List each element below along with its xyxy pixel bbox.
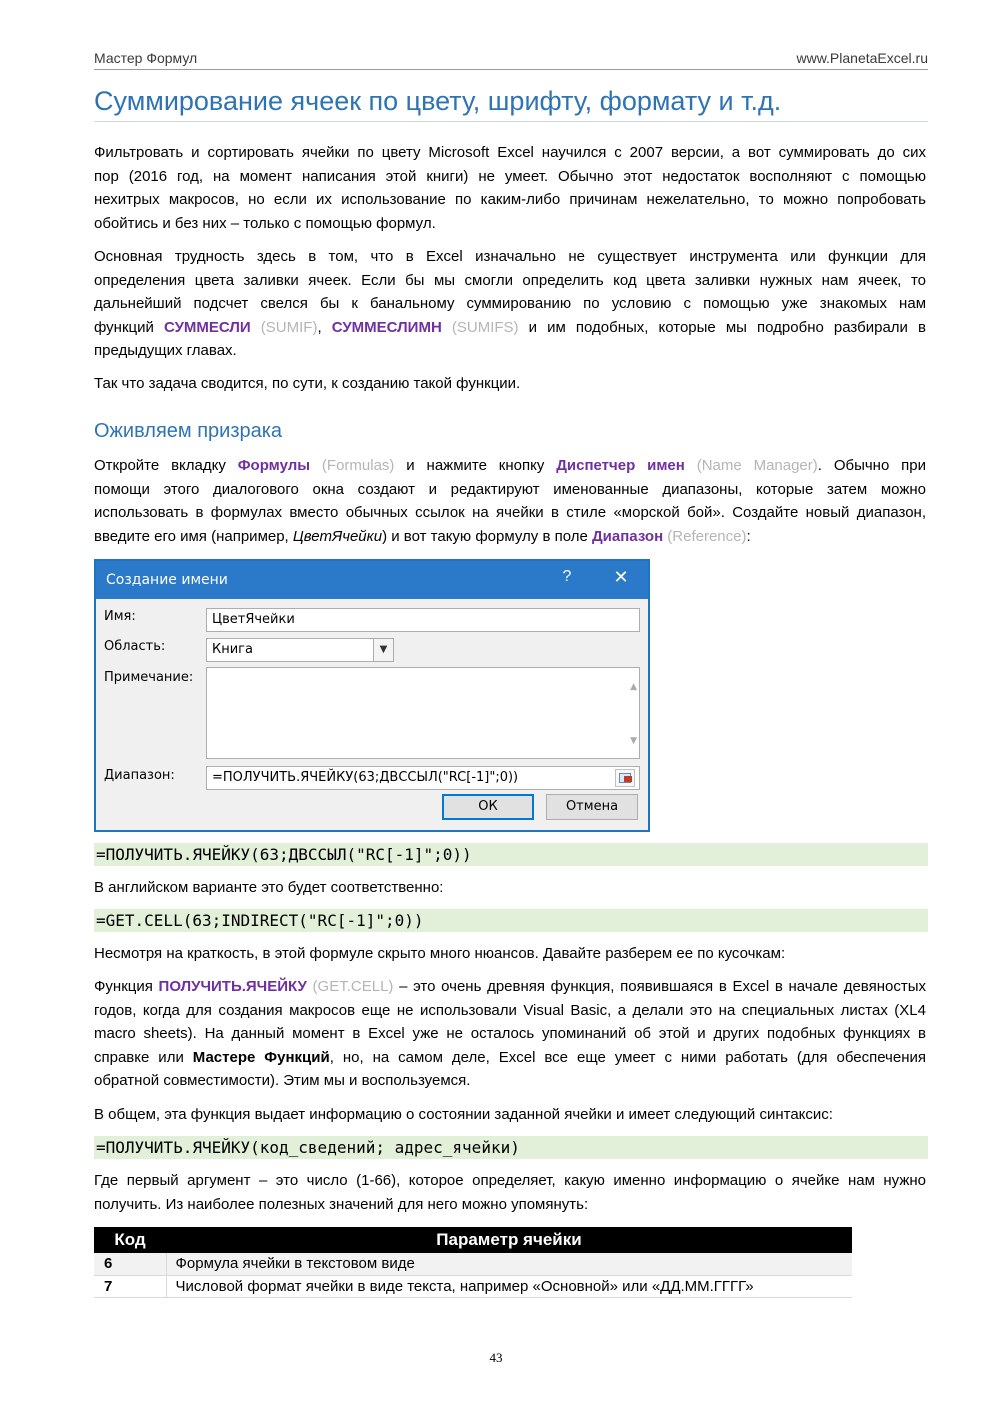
paragraph-line bbox=[94, 1046, 926, 1070]
paragraph-4 bbox=[94, 454, 926, 548]
paragraph-line bbox=[94, 975, 926, 999]
code-block-russian-formula: =ПОЛУЧИТЬ.ЯЧЕЙКУ(63;ДВССЫЛ("RC[-1]";0)) bbox=[94, 843, 928, 866]
range-input[interactable] bbox=[206, 766, 640, 790]
paragraph-line: Несмотря на краткость, в этой формуле скрыто много нюансов. Давайте разберем ее по кусочкам: bbox=[94, 945, 786, 962]
paragraph-line: определения цвета заливки ячеек. Если бы мы смогли определить код цвета заливки нужных нам ячеек, то bbox=[94, 271, 926, 289]
function-name-sumifs: СУММЕСЛИМН bbox=[331, 318, 442, 336]
name-label: Имя: bbox=[104, 609, 136, 624]
scroll-up-icon[interactable]: ▲ bbox=[630, 682, 637, 692]
paragraph-line: обойтись и без них – только с помощью формул. bbox=[94, 214, 436, 232]
chevron-down-icon[interactable]: ▼ bbox=[373, 639, 393, 661]
table-row bbox=[94, 1253, 852, 1275]
scroll-down-icon[interactable]: ▼ bbox=[630, 736, 637, 746]
scope-select[interactable] bbox=[206, 638, 394, 662]
paragraph-9 bbox=[94, 1169, 926, 1216]
paragraph-3 bbox=[94, 372, 926, 396]
paragraph-line: нехитрых макросов, но если их использование по каким-либо причинам нежелательно, то можно попробовать bbox=[94, 191, 926, 209]
comment-textarea[interactable] bbox=[206, 667, 640, 759]
dialog-title: Создание имени bbox=[106, 572, 228, 588]
paragraph-7 bbox=[94, 975, 926, 1093]
paragraph-line: В английском варианте это будет соответственно: bbox=[94, 879, 444, 896]
paragraph-line bbox=[94, 454, 926, 478]
column-header-parameter: Параметр ячейки bbox=[166, 1227, 852, 1253]
scope-value: Книга bbox=[212, 642, 253, 657]
scope-label: Область: bbox=[104, 639, 166, 654]
paragraph-line: Фильтровать и сортировать ячейки по цвету Microsoft Excel научился с 2007 версии, а вот суммировать до сих bbox=[94, 144, 926, 161]
paragraph-line: использовать в формулах вместо обычных ссылок на ячейки в стиле «морской бой». Создайте новый диапазон, bbox=[94, 504, 926, 522]
text-run: – это очень древняя функция, появившаяся в Excel в начале девяностых bbox=[393, 978, 926, 995]
header-site-link[interactable]: www.PlanetaExcel.ru bbox=[796, 50, 928, 66]
button-name-name-manager: Диспетчер имен bbox=[556, 457, 685, 474]
page-number: 43 bbox=[489, 1350, 503, 1365]
header-book-title: Мастер Формул bbox=[94, 50, 198, 66]
english-name-formulas: (Formulas) bbox=[310, 457, 395, 474]
paragraph-line: В общем, эта функция выдает информацию о состоянии заданной ячейки и имеет следующий синтаксис: bbox=[94, 1106, 833, 1123]
text-run: , но, на самом деле, Excel все еще умеет с ними работать (для обеспечения bbox=[329, 1048, 926, 1066]
code-block-syntax: =ПОЛУЧИТЬ.ЯЧЕЙКУ(код_сведений; адрес_ячейки) bbox=[94, 1136, 928, 1159]
paragraph-6 bbox=[94, 942, 926, 966]
paragraph-line: пор (2016 год, на момент написания этой книги) не умеет. Обычно этот недостаток восполняют с помощью bbox=[94, 167, 926, 185]
text-run: ) и вот такую формулу в поле bbox=[382, 527, 592, 545]
english-name-reference: (Reference) bbox=[663, 527, 747, 545]
english-name-get-cell: (GET.CELL) bbox=[306, 978, 394, 995]
close-icon[interactable]: ✕ bbox=[613, 567, 629, 587]
ok-button[interactable]: ОК bbox=[442, 794, 534, 820]
paragraph-8 bbox=[94, 1103, 926, 1127]
table-header-row bbox=[94, 1227, 852, 1253]
english-name-name-manager: (Name Manager) bbox=[684, 457, 818, 474]
field-name-reference: Диапазон bbox=[591, 527, 664, 545]
example-name: ЦветЯчейки bbox=[292, 527, 383, 545]
text-run: функций bbox=[94, 318, 164, 336]
paragraph-2 bbox=[94, 245, 926, 363]
table-cell-code: 6 bbox=[94, 1253, 166, 1275]
name-input[interactable]: ЦветЯчейки bbox=[206, 608, 640, 632]
collapse-dialog-icon[interactable] bbox=[615, 769, 635, 787]
paragraph-5 bbox=[94, 876, 926, 900]
text-run: , bbox=[317, 318, 332, 336]
info-type-table bbox=[94, 1227, 852, 1298]
help-icon[interactable]: ? bbox=[562, 568, 572, 585]
text-run: и нажмите кнопку bbox=[394, 457, 557, 474]
range-value: =ПОЛУЧИТЬ.ЯЧЕЙКУ(63;ДВССЫЛ("RC[-1]";0)) bbox=[212, 770, 519, 785]
function-name-get-cell: ПОЛУЧИТЬ.ЯЧЕЙКУ bbox=[158, 978, 307, 995]
paragraph-line bbox=[94, 525, 926, 549]
paragraph-1 bbox=[94, 141, 926, 235]
new-name-dialog bbox=[94, 559, 650, 832]
text-run: и им подобных, которые мы подробно разбирали в bbox=[518, 318, 926, 336]
paragraph-line: предыдущих главах. bbox=[94, 342, 237, 360]
page-header bbox=[94, 48, 928, 70]
code-block-english-formula: =GET.CELL(63;INDIRECT("RC[-1]";0)) bbox=[94, 909, 928, 932]
table-row bbox=[94, 1275, 852, 1297]
paragraph-line: Основная трудность здесь в том, что в Excel изначально не существует инструмента или функции для bbox=[94, 248, 926, 265]
text-run: введите его имя (например, bbox=[94, 527, 293, 545]
paragraph-line: годов, когда для создания макросов еще не использовали Visual Basic, а делали это на специальных листах (XL4 bbox=[94, 1001, 926, 1019]
table-cell-parameter: Формула ячейки в текстовом виде bbox=[166, 1253, 852, 1275]
paragraph-line: дальнейший подсчет свелся бы к банальному суммированию по условию с помощью уже знакомых нам bbox=[94, 295, 926, 313]
comment-label: Примечание: bbox=[104, 670, 194, 685]
tab-name-formulas: Формулы bbox=[237, 457, 311, 474]
range-label: Диапазон: bbox=[104, 768, 175, 783]
paragraph-line: macro sheets). На данный момент в Excel уже не осталось упоминаний об этой и других подобных функциях в bbox=[94, 1025, 926, 1043]
paragraph-line: обратной совместимости). Этим мы и воспользуемся. bbox=[94, 1072, 471, 1090]
function-name-sumif: СУММЕСЛИ bbox=[163, 318, 251, 336]
function-wizard-term: Мастере Функций bbox=[192, 1048, 330, 1066]
english-name-sumifs: (SUMIFS) bbox=[441, 318, 519, 336]
paragraph-line bbox=[94, 316, 926, 340]
dialog-titlebar bbox=[96, 561, 648, 599]
text-run: . Обычно при bbox=[817, 457, 927, 474]
cancel-button[interactable]: Отмена bbox=[546, 794, 638, 820]
paragraph-line: помощи этого диалогового окна создают и редактируют именованные диапазоны, которые затем можно bbox=[94, 480, 926, 498]
text-run: справке или bbox=[94, 1048, 193, 1066]
dialog-body bbox=[96, 599, 648, 830]
text-run: Откройте вкладку bbox=[94, 457, 238, 474]
table-cell-parameter: Числовой формат ячейки в виде текста, например «Основной» или «ДД.ММ.ГГГГ» bbox=[166, 1275, 852, 1297]
english-name-sumif: (SUMIF) bbox=[250, 318, 318, 336]
paragraph-line: получить. Из наиболее полезных значений для него можно упомянуть: bbox=[94, 1195, 589, 1213]
section-title: Суммирование ячеек по цвету, шрифту, формату и т.д. bbox=[94, 86, 928, 122]
text-run: : bbox=[746, 527, 751, 545]
paragraph-line: Так что задача сводится, по сути, к созданию такой функции. bbox=[94, 375, 521, 392]
paragraph-line: Где первый аргумент – это число (1-66), которое определяет, какую именно информацию о ячейке нам нужно bbox=[94, 1172, 926, 1189]
text-run: Функция bbox=[94, 978, 159, 995]
table-cell-code: 7 bbox=[94, 1275, 166, 1297]
subsection-title: Оживляем призрака bbox=[94, 420, 283, 442]
column-header-code: Код bbox=[94, 1227, 166, 1253]
